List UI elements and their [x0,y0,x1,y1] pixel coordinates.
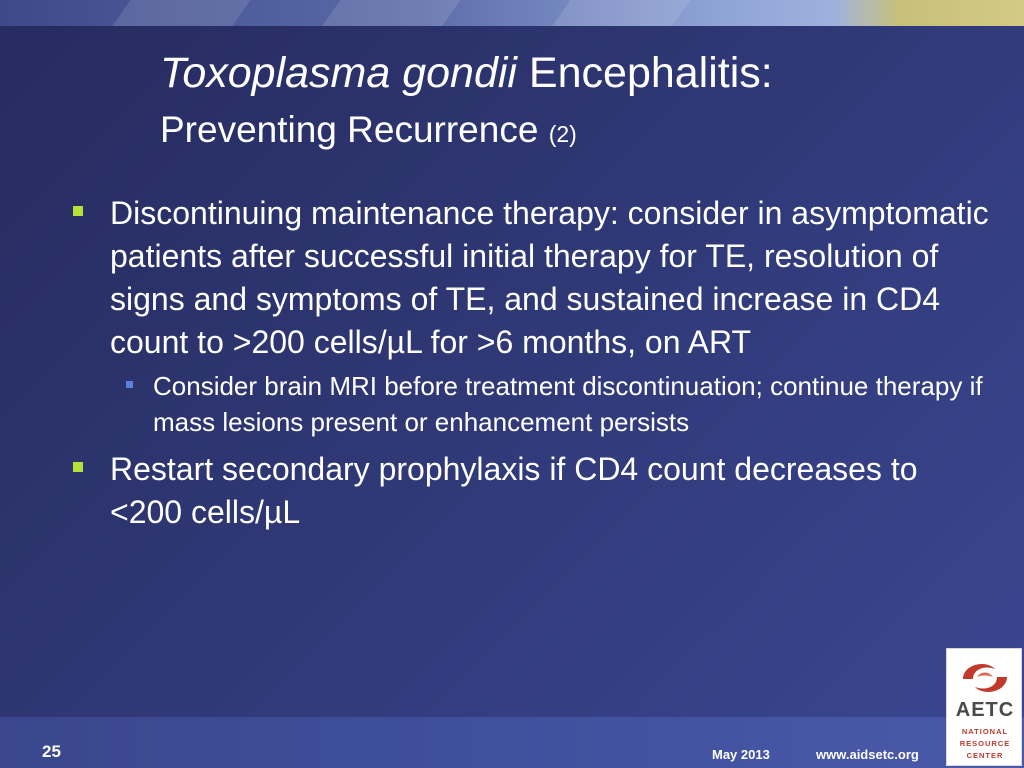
square-bullet-icon [126,381,133,388]
bullet-item [70,448,990,534]
square-bullet-icon [73,462,83,472]
subtitle-text: Preventing Recurrence [160,109,539,150]
bullet-text: Restart secondary prophylaxis if CD4 count decreases to <200 cells/µL [110,451,918,530]
band-gold-accent [834,0,1024,26]
slide-body [70,192,990,538]
logo-line: NATIONAL [961,727,1009,736]
band-stripe [542,0,697,26]
sub-bullet-text: Consider brain MRI before treatment discontinuation; continue therapy if mass lesions present or enhancement persists [153,371,983,437]
slide-number: 25 [42,742,61,761]
title-species-name: Toxoplasma gondii [160,49,517,97]
footer-website[interactable]: www.aidsetc.org [816,747,919,762]
sub-bullet-item [114,368,990,440]
logo-wordmark: AETC [955,699,1015,721]
band-stripe [102,0,257,26]
slide-subtitle [160,107,980,157]
aetc-swirl-icon [955,657,1015,699]
slide-title [160,48,980,98]
logo-line: CENTER [966,751,1004,760]
band-stripe [312,0,467,26]
bullet-item [70,192,990,364]
title-rest: Encephalitis: [516,49,773,97]
top-decorative-band [0,0,1024,26]
square-bullet-icon [73,206,83,216]
footer-date: May 2013 [712,747,770,762]
aetc-logo [946,648,1022,766]
subtitle-part-number: (2) [548,121,577,147]
logo-line: RESOURCE [959,739,1011,748]
bullet-text: Discontinuing maintenance therapy: consider in asymptomatic patients after successful initial therapy for TE, resolution of signs and symptoms of TE, and sustained increase in CD4 count to >200 cells/µL for >6 months, on ART [110,195,989,360]
